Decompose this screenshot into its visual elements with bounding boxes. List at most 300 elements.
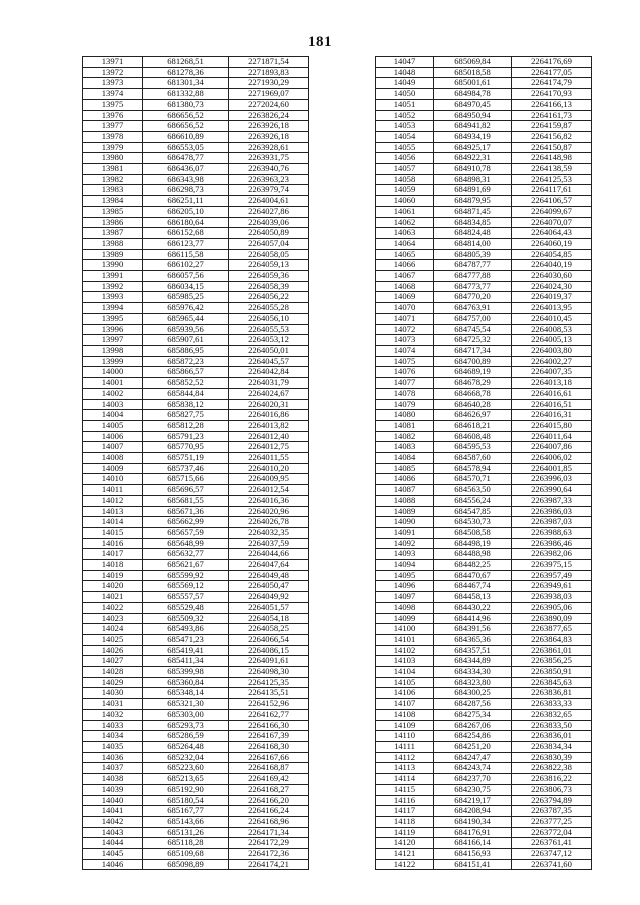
point-number-cell: 14028 bbox=[83, 667, 143, 678]
y-coordinate-cell: 2263926,18 bbox=[229, 131, 309, 142]
point-number-cell: 14037 bbox=[83, 763, 143, 774]
y-coordinate-cell: 2264007,35 bbox=[512, 367, 592, 378]
point-number-cell: 14057 bbox=[376, 164, 434, 175]
table-row bbox=[376, 345, 592, 356]
x-coordinate-cell: 681332,88 bbox=[143, 89, 229, 100]
y-coordinate-cell: 2264066,54 bbox=[229, 634, 309, 645]
point-number-cell: 14018 bbox=[83, 560, 143, 571]
table-row bbox=[376, 271, 592, 282]
y-coordinate-cell: 2263905,06 bbox=[512, 602, 592, 613]
point-number-cell: 14054 bbox=[376, 131, 434, 142]
table-row bbox=[376, 196, 592, 207]
coordinates-table-right bbox=[375, 56, 592, 870]
x-coordinate-cell: 685509,32 bbox=[143, 613, 229, 624]
table-row bbox=[83, 570, 309, 581]
point-number-cell: 14100 bbox=[376, 624, 434, 635]
point-number-cell: 14078 bbox=[376, 388, 434, 399]
point-number-cell: 14072 bbox=[376, 324, 434, 335]
y-coordinate-cell: 2264054,18 bbox=[229, 613, 309, 624]
x-coordinate-cell: 684770,20 bbox=[434, 292, 512, 303]
table-row bbox=[83, 260, 309, 271]
y-coordinate-cell: 2263987,03 bbox=[512, 517, 592, 528]
table-row bbox=[376, 228, 592, 239]
y-coordinate-cell: 2264057,04 bbox=[229, 238, 309, 249]
x-coordinate-cell: 684334,30 bbox=[434, 667, 512, 678]
table-row bbox=[376, 667, 592, 678]
table-row bbox=[83, 624, 309, 635]
table-row bbox=[83, 859, 309, 870]
x-coordinate-cell: 684391,56 bbox=[434, 624, 512, 635]
point-number-cell: 14071 bbox=[376, 313, 434, 324]
y-coordinate-cell: 2263836,01 bbox=[512, 731, 592, 742]
y-coordinate-cell: 2272024,60 bbox=[229, 99, 309, 110]
point-number-cell: 14104 bbox=[376, 667, 434, 678]
x-coordinate-cell: 681268,51 bbox=[143, 57, 229, 68]
y-coordinate-cell: 2264058,05 bbox=[229, 249, 309, 260]
point-number-cell: 14031 bbox=[83, 699, 143, 710]
x-coordinate-cell: 686343,98 bbox=[143, 174, 229, 185]
table-row bbox=[376, 78, 592, 89]
point-number-cell: 14059 bbox=[376, 185, 434, 196]
point-number-cell: 14105 bbox=[376, 677, 434, 688]
point-number-cell: 14080 bbox=[376, 410, 434, 421]
point-number-cell: 13976 bbox=[83, 110, 143, 121]
x-coordinate-cell: 685001,61 bbox=[434, 78, 512, 89]
y-coordinate-cell: 2264055,28 bbox=[229, 303, 309, 314]
y-coordinate-cell: 2264027,86 bbox=[229, 206, 309, 217]
table-row bbox=[376, 185, 592, 196]
table-row bbox=[83, 271, 309, 282]
coordinates-table-left bbox=[82, 56, 309, 870]
y-coordinate-cell: 2264020,31 bbox=[229, 399, 309, 410]
x-coordinate-cell: 685852,52 bbox=[143, 378, 229, 389]
x-coordinate-cell: 686205,10 bbox=[143, 206, 229, 217]
x-coordinate-cell: 684824,48 bbox=[434, 228, 512, 239]
y-coordinate-cell: 2264098,30 bbox=[229, 667, 309, 678]
table-row bbox=[376, 795, 592, 806]
y-coordinate-cell: 2264161,73 bbox=[512, 110, 592, 121]
point-number-cell: 13987 bbox=[83, 228, 143, 239]
table-row bbox=[376, 153, 592, 164]
table-row bbox=[83, 206, 309, 217]
table-row bbox=[376, 784, 592, 795]
table-row bbox=[83, 57, 309, 68]
x-coordinate-cell: 684357,51 bbox=[434, 645, 512, 656]
point-number-cell: 14110 bbox=[376, 731, 434, 742]
y-coordinate-cell: 2264064,43 bbox=[512, 228, 592, 239]
x-coordinate-cell: 685213,65 bbox=[143, 774, 229, 785]
point-number-cell: 14076 bbox=[376, 367, 434, 378]
point-number-cell: 14012 bbox=[83, 495, 143, 506]
x-coordinate-cell: 684208,94 bbox=[434, 806, 512, 817]
point-number-cell: 14052 bbox=[376, 110, 434, 121]
x-coordinate-cell: 684547,85 bbox=[434, 506, 512, 517]
table-row bbox=[83, 784, 309, 795]
y-coordinate-cell: 2263864,83 bbox=[512, 634, 592, 645]
y-coordinate-cell: 2264013,95 bbox=[512, 303, 592, 314]
point-number-cell: 13984 bbox=[83, 196, 143, 207]
x-coordinate-cell: 684243,74 bbox=[434, 763, 512, 774]
table-row bbox=[83, 613, 309, 624]
point-number-cell: 13990 bbox=[83, 260, 143, 271]
y-coordinate-cell: 2264032,35 bbox=[229, 527, 309, 538]
y-coordinate-cell: 2263957,49 bbox=[512, 570, 592, 581]
table-row bbox=[376, 131, 592, 142]
point-number-cell: 14005 bbox=[83, 420, 143, 431]
table-row bbox=[376, 613, 592, 624]
x-coordinate-cell: 684725,32 bbox=[434, 335, 512, 346]
x-coordinate-cell: 685411,34 bbox=[143, 656, 229, 667]
table-row bbox=[83, 164, 309, 175]
point-number-cell: 13977 bbox=[83, 121, 143, 132]
table-row bbox=[83, 495, 309, 506]
point-number-cell: 14093 bbox=[376, 549, 434, 560]
point-number-cell: 13992 bbox=[83, 281, 143, 292]
point-number-cell: 14068 bbox=[376, 281, 434, 292]
point-number-cell: 13974 bbox=[83, 89, 143, 100]
y-coordinate-cell: 2263861,01 bbox=[512, 645, 592, 656]
table-row bbox=[376, 217, 592, 228]
x-coordinate-cell: 685348,14 bbox=[143, 688, 229, 699]
x-coordinate-cell: 684254,86 bbox=[434, 731, 512, 742]
y-coordinate-cell: 2263856,25 bbox=[512, 656, 592, 667]
y-coordinate-cell: 2264168,30 bbox=[229, 742, 309, 753]
point-number-cell: 14055 bbox=[376, 142, 434, 153]
y-coordinate-cell: 2264050,89 bbox=[229, 228, 309, 239]
x-coordinate-cell: 685751,19 bbox=[143, 453, 229, 464]
y-coordinate-cell: 2264166,30 bbox=[229, 720, 309, 731]
table-row bbox=[376, 849, 592, 860]
point-number-cell: 14101 bbox=[376, 634, 434, 645]
point-number-cell: 14027 bbox=[83, 656, 143, 667]
y-coordinate-cell: 2264070,07 bbox=[512, 217, 592, 228]
y-coordinate-cell: 2264024,30 bbox=[512, 281, 592, 292]
point-number-cell: 14062 bbox=[376, 217, 434, 228]
point-number-cell: 14024 bbox=[83, 624, 143, 635]
x-coordinate-cell: 684365,36 bbox=[434, 634, 512, 645]
y-coordinate-cell: 2264004,61 bbox=[229, 196, 309, 207]
x-coordinate-cell: 684470,67 bbox=[434, 570, 512, 581]
x-coordinate-cell: 685648,99 bbox=[143, 538, 229, 549]
y-coordinate-cell: 2263741,60 bbox=[512, 859, 592, 870]
x-coordinate-cell: 684777,88 bbox=[434, 271, 512, 282]
table-row bbox=[376, 560, 592, 571]
y-coordinate-cell: 2271969,07 bbox=[229, 89, 309, 100]
point-number-cell: 14119 bbox=[376, 827, 434, 838]
x-coordinate-cell: 684689,19 bbox=[434, 367, 512, 378]
y-coordinate-cell: 2263777,25 bbox=[512, 816, 592, 827]
y-coordinate-cell: 2263987,33 bbox=[512, 495, 592, 506]
y-coordinate-cell: 2263877,65 bbox=[512, 624, 592, 635]
table-row bbox=[83, 185, 309, 196]
x-coordinate-cell: 684275,34 bbox=[434, 709, 512, 720]
table-row bbox=[83, 634, 309, 645]
x-coordinate-cell: 686123,77 bbox=[143, 238, 229, 249]
point-number-cell: 14098 bbox=[376, 602, 434, 613]
x-coordinate-cell: 684934,19 bbox=[434, 131, 512, 142]
x-coordinate-cell: 685985,25 bbox=[143, 292, 229, 303]
y-coordinate-cell: 2264168,27 bbox=[229, 784, 309, 795]
table-row bbox=[376, 238, 592, 249]
point-number-cell: 14051 bbox=[376, 99, 434, 110]
point-number-cell: 14089 bbox=[376, 506, 434, 517]
y-coordinate-cell: 2264002,27 bbox=[512, 356, 592, 367]
x-coordinate-cell: 685529,48 bbox=[143, 602, 229, 613]
table-row bbox=[83, 560, 309, 571]
y-coordinate-cell: 2264152,96 bbox=[229, 699, 309, 710]
y-coordinate-cell: 2263845,63 bbox=[512, 677, 592, 688]
table-row bbox=[376, 624, 592, 635]
x-coordinate-cell: 684626,97 bbox=[434, 410, 512, 421]
y-coordinate-cell: 2264174,79 bbox=[512, 78, 592, 89]
y-coordinate-cell: 2263963,23 bbox=[229, 174, 309, 185]
x-coordinate-cell: 685493,86 bbox=[143, 624, 229, 635]
y-coordinate-cell: 2264047,64 bbox=[229, 560, 309, 571]
point-number-cell: 14060 bbox=[376, 196, 434, 207]
x-coordinate-cell: 684745,54 bbox=[434, 324, 512, 335]
point-number-cell: 14035 bbox=[83, 742, 143, 753]
point-number-cell: 14092 bbox=[376, 538, 434, 549]
table-row bbox=[83, 709, 309, 720]
table-row bbox=[83, 89, 309, 100]
x-coordinate-cell: 684871,45 bbox=[434, 206, 512, 217]
x-coordinate-cell: 685632,77 bbox=[143, 549, 229, 560]
y-coordinate-cell: 2264099,67 bbox=[512, 206, 592, 217]
table-row bbox=[376, 281, 592, 292]
table-row bbox=[83, 249, 309, 260]
point-number-cell: 14038 bbox=[83, 774, 143, 785]
table-row bbox=[83, 303, 309, 314]
x-coordinate-cell: 684344,89 bbox=[434, 656, 512, 667]
table-row bbox=[376, 67, 592, 78]
y-coordinate-cell: 2264056,22 bbox=[229, 292, 309, 303]
point-number-cell: 14050 bbox=[376, 89, 434, 100]
x-coordinate-cell: 685293,73 bbox=[143, 720, 229, 731]
y-coordinate-cell: 2264005,13 bbox=[512, 335, 592, 346]
point-number-cell: 14023 bbox=[83, 613, 143, 624]
table-row bbox=[376, 57, 592, 68]
y-coordinate-cell: 2264050,47 bbox=[229, 581, 309, 592]
point-number-cell: 14111 bbox=[376, 742, 434, 753]
y-coordinate-cell: 2263830,39 bbox=[512, 752, 592, 763]
y-coordinate-cell: 2264020,96 bbox=[229, 506, 309, 517]
y-coordinate-cell: 2263836,81 bbox=[512, 688, 592, 699]
point-number-cell: 14081 bbox=[376, 420, 434, 431]
point-number-cell: 14112 bbox=[376, 752, 434, 763]
point-number-cell: 14042 bbox=[83, 816, 143, 827]
table-row bbox=[83, 388, 309, 399]
x-coordinate-cell: 685069,84 bbox=[434, 57, 512, 68]
table-row bbox=[376, 89, 592, 100]
point-number-cell: 14088 bbox=[376, 495, 434, 506]
x-coordinate-cell: 684556,24 bbox=[434, 495, 512, 506]
x-coordinate-cell: 684151,41 bbox=[434, 859, 512, 870]
point-number-cell: 14026 bbox=[83, 645, 143, 656]
point-number-cell: 14067 bbox=[376, 271, 434, 282]
point-number-cell: 14043 bbox=[83, 827, 143, 838]
table-row bbox=[376, 806, 592, 817]
x-coordinate-cell: 684891,69 bbox=[434, 185, 512, 196]
point-number-cell: 14077 bbox=[376, 378, 434, 389]
table-row bbox=[83, 742, 309, 753]
table-row bbox=[376, 495, 592, 506]
y-coordinate-cell: 2264135,51 bbox=[229, 688, 309, 699]
x-coordinate-cell: 684700,89 bbox=[434, 356, 512, 367]
point-number-cell: 14039 bbox=[83, 784, 143, 795]
y-coordinate-cell: 2264011,64 bbox=[512, 431, 592, 442]
point-number-cell: 14002 bbox=[83, 388, 143, 399]
point-number-cell: 14082 bbox=[376, 431, 434, 442]
x-coordinate-cell: 685098,89 bbox=[143, 859, 229, 870]
point-number-cell: 13980 bbox=[83, 153, 143, 164]
table-row bbox=[83, 281, 309, 292]
y-coordinate-cell: 2264010,45 bbox=[512, 313, 592, 324]
x-coordinate-cell: 684578,94 bbox=[434, 463, 512, 474]
y-coordinate-cell: 2264009,95 bbox=[229, 474, 309, 485]
table-row bbox=[376, 399, 592, 410]
table-row bbox=[83, 485, 309, 496]
x-coordinate-cell: 684300,25 bbox=[434, 688, 512, 699]
y-coordinate-cell: 2264059,36 bbox=[229, 271, 309, 282]
y-coordinate-cell: 2263890,09 bbox=[512, 613, 592, 624]
y-coordinate-cell: 2264117,61 bbox=[512, 185, 592, 196]
y-coordinate-cell: 2264049,92 bbox=[229, 592, 309, 603]
x-coordinate-cell: 685360,84 bbox=[143, 677, 229, 688]
x-coordinate-cell: 685696,57 bbox=[143, 485, 229, 496]
y-coordinate-cell: 2263816,22 bbox=[512, 774, 592, 785]
point-number-cell: 13998 bbox=[83, 345, 143, 356]
point-number-cell: 14049 bbox=[376, 78, 434, 89]
x-coordinate-cell: 685569,12 bbox=[143, 581, 229, 592]
table-row bbox=[83, 399, 309, 410]
y-coordinate-cell: 2271930,29 bbox=[229, 78, 309, 89]
x-coordinate-cell: 685662,99 bbox=[143, 517, 229, 528]
point-number-cell: 14004 bbox=[83, 410, 143, 421]
x-coordinate-cell: 685621,67 bbox=[143, 560, 229, 571]
table-row bbox=[376, 324, 592, 335]
point-number-cell: 14014 bbox=[83, 517, 143, 528]
point-number-cell: 14069 bbox=[376, 292, 434, 303]
x-coordinate-cell: 684563,50 bbox=[434, 485, 512, 496]
y-coordinate-cell: 2264166,13 bbox=[512, 99, 592, 110]
point-number-cell: 14056 bbox=[376, 153, 434, 164]
y-coordinate-cell: 2264013,82 bbox=[229, 420, 309, 431]
y-coordinate-cell: 2264053,12 bbox=[229, 335, 309, 346]
table-row bbox=[376, 410, 592, 421]
x-coordinate-cell: 686436,07 bbox=[143, 164, 229, 175]
table-row bbox=[376, 110, 592, 121]
x-coordinate-cell: 685715,66 bbox=[143, 474, 229, 485]
x-coordinate-cell: 685180,54 bbox=[143, 795, 229, 806]
point-number-cell: 13981 bbox=[83, 164, 143, 175]
table-row bbox=[83, 688, 309, 699]
x-coordinate-cell: 684570,71 bbox=[434, 474, 512, 485]
table-row bbox=[83, 313, 309, 324]
point-number-cell: 14074 bbox=[376, 345, 434, 356]
y-coordinate-cell: 2263986,03 bbox=[512, 506, 592, 517]
x-coordinate-cell: 685232,04 bbox=[143, 752, 229, 763]
x-coordinate-cell: 684530,73 bbox=[434, 517, 512, 528]
x-coordinate-cell: 681380,73 bbox=[143, 99, 229, 110]
y-coordinate-cell: 2264015,80 bbox=[512, 420, 592, 431]
point-number-cell: 14066 bbox=[376, 260, 434, 271]
x-coordinate-cell: 686656,52 bbox=[143, 121, 229, 132]
y-coordinate-cell: 2263990,64 bbox=[512, 485, 592, 496]
y-coordinate-cell: 2264030,60 bbox=[512, 271, 592, 282]
table-row bbox=[83, 174, 309, 185]
y-coordinate-cell: 2263996,03 bbox=[512, 474, 592, 485]
y-coordinate-cell: 2263794,89 bbox=[512, 795, 592, 806]
table-row bbox=[83, 78, 309, 89]
y-coordinate-cell: 2264050,01 bbox=[229, 345, 309, 356]
y-coordinate-cell: 2264016,86 bbox=[229, 410, 309, 421]
x-coordinate-cell: 684922,31 bbox=[434, 153, 512, 164]
point-number-cell: 14075 bbox=[376, 356, 434, 367]
point-number-cell: 14029 bbox=[83, 677, 143, 688]
x-coordinate-cell: 685167,77 bbox=[143, 806, 229, 817]
point-number-cell: 14000 bbox=[83, 367, 143, 378]
y-coordinate-cell: 2264058,25 bbox=[229, 624, 309, 635]
table-row bbox=[83, 378, 309, 389]
x-coordinate-cell: 685907,61 bbox=[143, 335, 229, 346]
table-row bbox=[376, 506, 592, 517]
point-number-cell: 14102 bbox=[376, 645, 434, 656]
point-number-cell: 14008 bbox=[83, 453, 143, 464]
y-coordinate-cell: 2264167,66 bbox=[229, 752, 309, 763]
point-number-cell: 14109 bbox=[376, 720, 434, 731]
y-coordinate-cell: 2263975,15 bbox=[512, 560, 592, 571]
point-number-cell: 13979 bbox=[83, 142, 143, 153]
table-row bbox=[83, 506, 309, 517]
y-coordinate-cell: 2263982,06 bbox=[512, 549, 592, 560]
y-coordinate-cell: 2264011,55 bbox=[229, 453, 309, 464]
y-coordinate-cell: 2264059,13 bbox=[229, 260, 309, 271]
x-coordinate-cell: 684595,53 bbox=[434, 442, 512, 453]
table-row bbox=[83, 731, 309, 742]
x-coordinate-cell: 684834,85 bbox=[434, 217, 512, 228]
x-coordinate-cell: 686115,58 bbox=[143, 249, 229, 260]
y-coordinate-cell: 2263834,34 bbox=[512, 742, 592, 753]
table-row bbox=[376, 709, 592, 720]
table-row bbox=[83, 677, 309, 688]
x-coordinate-cell: 681301,34 bbox=[143, 78, 229, 89]
point-number-cell: 13982 bbox=[83, 174, 143, 185]
y-coordinate-cell: 2263772,04 bbox=[512, 827, 592, 838]
table-row bbox=[83, 196, 309, 207]
table-row bbox=[83, 602, 309, 613]
x-coordinate-cell: 685872,23 bbox=[143, 356, 229, 367]
x-coordinate-cell: 684267,06 bbox=[434, 720, 512, 731]
x-coordinate-cell: 684414,96 bbox=[434, 613, 512, 624]
x-coordinate-cell: 684984,78 bbox=[434, 89, 512, 100]
y-coordinate-cell: 2264086,15 bbox=[229, 645, 309, 656]
point-number-cell: 14120 bbox=[376, 838, 434, 849]
table-row bbox=[83, 838, 309, 849]
table-row bbox=[83, 292, 309, 303]
point-number-cell: 14114 bbox=[376, 774, 434, 785]
table-row bbox=[83, 474, 309, 485]
y-coordinate-cell: 2264008,53 bbox=[512, 324, 592, 335]
x-coordinate-cell: 685657,59 bbox=[143, 527, 229, 538]
x-coordinate-cell: 684458,13 bbox=[434, 592, 512, 603]
table-row bbox=[83, 431, 309, 442]
x-coordinate-cell: 685671,36 bbox=[143, 506, 229, 517]
page-number: 181 bbox=[308, 34, 332, 50]
table-row bbox=[83, 592, 309, 603]
y-coordinate-cell: 2264177,05 bbox=[512, 67, 592, 78]
y-coordinate-cell: 2264060,19 bbox=[512, 238, 592, 249]
x-coordinate-cell: 684773,77 bbox=[434, 281, 512, 292]
